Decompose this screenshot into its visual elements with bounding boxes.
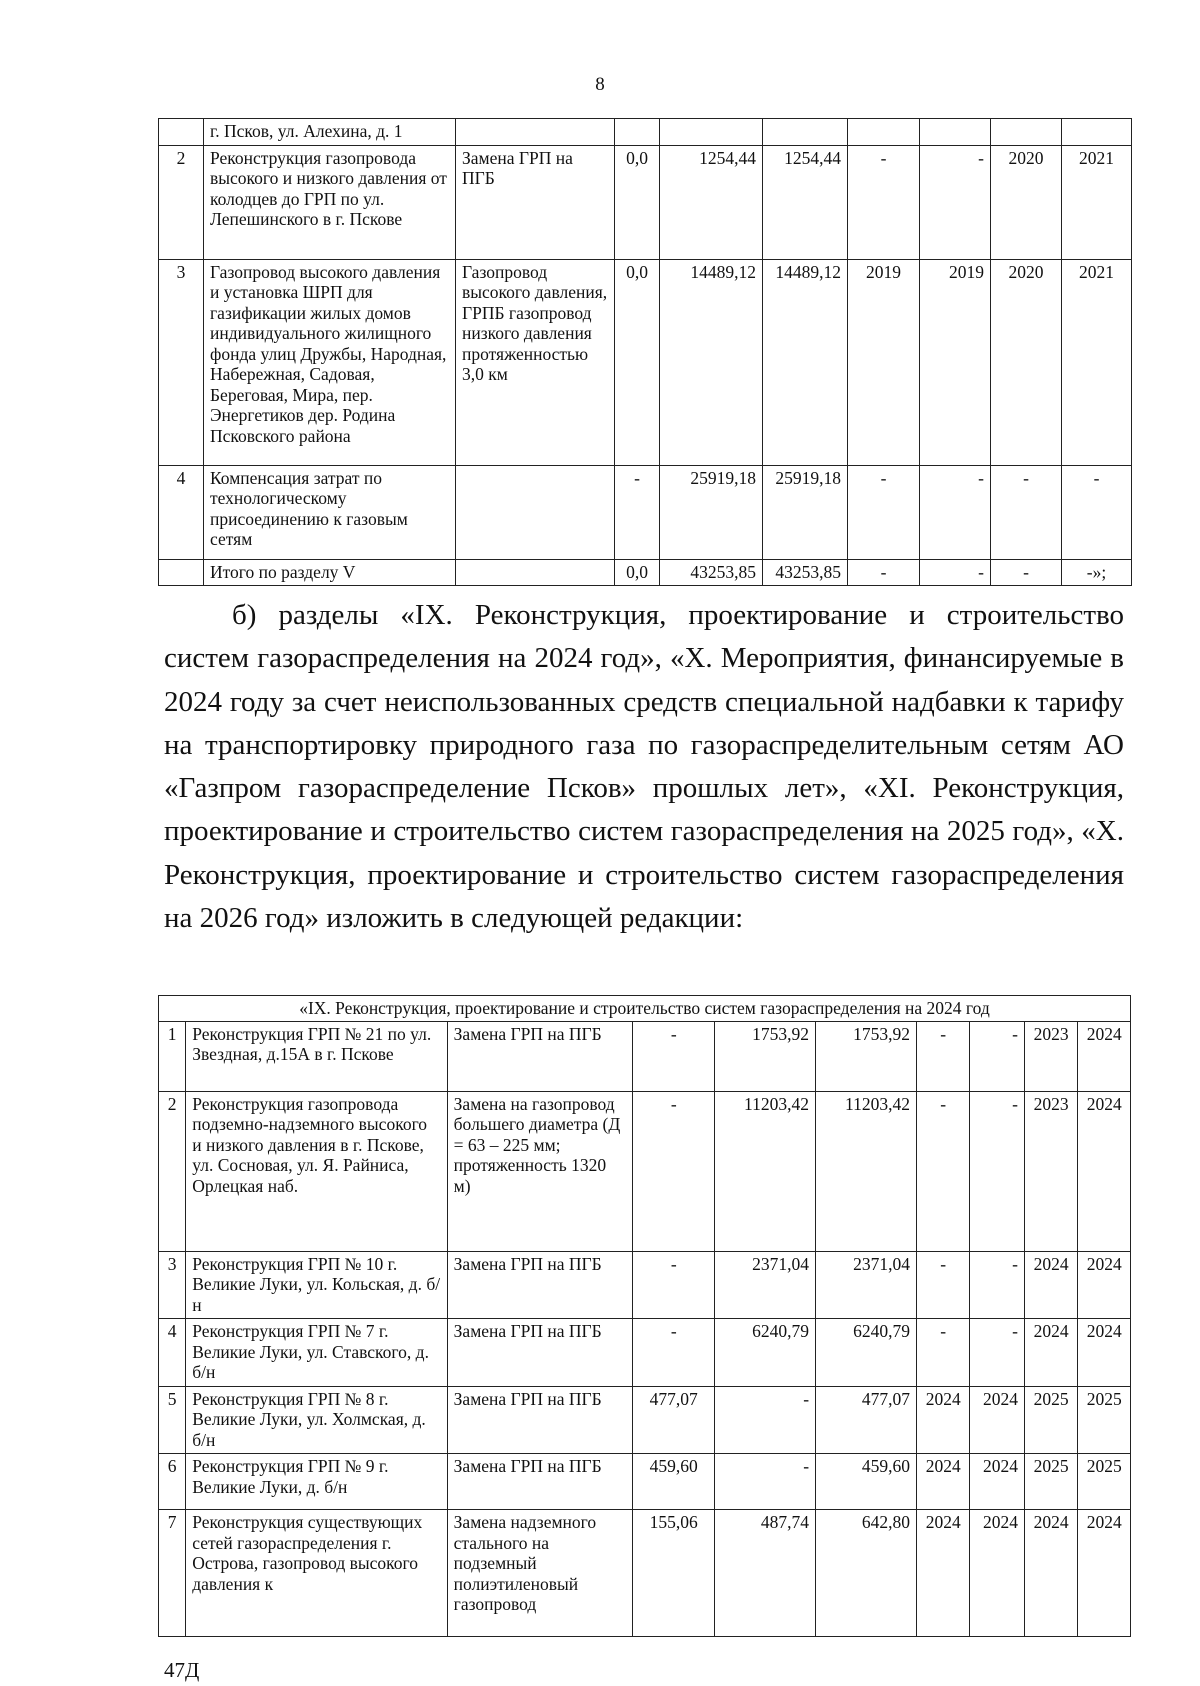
table-cell-object: Итого по разделу V <box>204 559 456 586</box>
table-row <box>159 1386 1131 1454</box>
table-cell-c1: - <box>633 1021 715 1091</box>
table-cell-desc: Замена на газопровод большего диаметра (Д = 63 – 225 мм; протяженность 1320 м) <box>447 1091 633 1251</box>
table-cell-c5: 2024 <box>970 1510 1025 1637</box>
table-cell-c5: - <box>920 145 991 259</box>
table-row <box>159 1319 1131 1387</box>
table-cell-desc: Замена ГРП на ПГБ <box>447 1454 633 1510</box>
table-cell-num: 3 <box>159 1251 186 1319</box>
table-cell-desc <box>456 559 615 586</box>
table-cell-c1: 0,0 <box>615 259 660 465</box>
table-cell-c4 <box>848 119 920 146</box>
table-cell-c7: 2021 <box>1062 259 1132 465</box>
table-cell-c4: - <box>848 465 920 559</box>
table-cell-object: Реконструкция ГРП № 10 г. Великие Луки, ул. Кольская, д. б/н <box>186 1251 447 1319</box>
table2-body <box>159 1021 1131 1637</box>
page-number: 8 <box>595 74 605 95</box>
table-cell-num <box>159 559 204 586</box>
table-row <box>159 1251 1131 1319</box>
table-cell-c2: 43253,85 <box>660 559 763 586</box>
table-section-ix <box>158 995 1131 1637</box>
table-cell-num: 2 <box>159 145 204 259</box>
table-cell-num: 6 <box>159 1454 186 1510</box>
table-cell-c7: - <box>1062 465 1132 559</box>
table-cell-c1: 477,07 <box>633 1386 715 1454</box>
table-cell-c2: - <box>715 1454 816 1510</box>
table-section-v-continuation <box>158 118 1132 586</box>
table-cell-c2: 487,74 <box>715 1510 816 1637</box>
table-cell-c1: 155,06 <box>633 1510 715 1637</box>
table-cell-c3: 1254,44 <box>763 145 848 259</box>
table-cell-c3: 642,80 <box>816 1510 917 1637</box>
table-cell-object: Реконструкция газопровода высокого и низкого давления от колодцев до ГРП по ул. Лепешинского в г. Пскове <box>204 145 456 259</box>
table-cell-num: 2 <box>159 1091 186 1251</box>
table-cell-desc <box>456 465 615 559</box>
table-cell-desc: Замена ГРП на ПГБ <box>447 1319 633 1387</box>
table-cell-num: 5 <box>159 1386 186 1454</box>
table1-body <box>159 119 1132 586</box>
table-cell-c5: 2019 <box>920 259 991 465</box>
table-cell-num: 1 <box>159 1021 186 1091</box>
table-cell-c7: 2024 <box>1078 1319 1131 1387</box>
table-cell-c4: 2019 <box>848 259 920 465</box>
table-cell-c6: 2023 <box>1024 1021 1077 1091</box>
table-cell-c6: 2024 <box>1024 1319 1077 1387</box>
table-cell-c6: 2024 <box>1024 1251 1077 1319</box>
table-cell-c3: 477,07 <box>816 1386 917 1454</box>
table-cell-c2: 1254,44 <box>660 145 763 259</box>
table-cell-c2: 25919,18 <box>660 465 763 559</box>
table-cell-c1: - <box>633 1091 715 1251</box>
table-cell-c2: 2371,04 <box>715 1251 816 1319</box>
table2-section-header-row <box>159 996 1131 1022</box>
table-cell-object: Реконструкция ГРП № 8 г. Великие Луки, ул. Холмская, д. б/н <box>186 1386 447 1454</box>
table-cell-object: Компенсация затрат по технологическому присоединению к газовым сетям <box>204 465 456 559</box>
table-cell-num: 7 <box>159 1510 186 1637</box>
table-cell-c7: 2025 <box>1078 1454 1131 1510</box>
table-row <box>159 1454 1131 1510</box>
table-cell-desc: Замена ГРП на ПГБ <box>447 1251 633 1319</box>
table-cell-c3: 43253,85 <box>763 559 848 586</box>
table-cell-c6: - <box>991 559 1062 586</box>
table-cell-c4: 2024 <box>916 1386 969 1454</box>
table-cell-c3: 459,60 <box>816 1454 917 1510</box>
table-cell-c6: 2025 <box>1024 1454 1077 1510</box>
table-cell-c3: 2371,04 <box>816 1251 917 1319</box>
table-row <box>159 1021 1131 1091</box>
table-cell-c7: 2024 <box>1078 1251 1131 1319</box>
table-row <box>159 1510 1131 1637</box>
table-cell-c5: - <box>970 1021 1025 1091</box>
table-cell-num: 4 <box>159 1319 186 1387</box>
table-cell-c3: 14489,12 <box>763 259 848 465</box>
table-cell-c3: 6240,79 <box>816 1319 917 1387</box>
table-cell-c2: 11203,42 <box>715 1091 816 1251</box>
table-cell-object: Реконструкция ГРП № 21 по ул. Звездная, д.15А в г. Пскове <box>186 1021 447 1091</box>
table-row <box>159 145 1132 259</box>
table-cell-c3: 1753,92 <box>816 1021 917 1091</box>
table-cell-c6: 2024 <box>1024 1510 1077 1637</box>
table-cell-c1: - <box>633 1319 715 1387</box>
table-cell-desc: Замена ГРП на ПГБ <box>447 1386 633 1454</box>
table-cell-c4: - <box>916 1319 969 1387</box>
table-cell-c4: - <box>916 1251 969 1319</box>
table-cell-num: 3 <box>159 259 204 465</box>
table-cell-c6: 2020 <box>991 145 1062 259</box>
table-cell-c1 <box>615 119 660 146</box>
table-cell-object: Реконструкция газопровода подземно-надземного высокого и низкого давления в г. Пскове, ул. Сосновая, ул. Я. Райниса, Орлецкая наб. <box>186 1091 447 1251</box>
table-cell-object: Реконструкция существующих сетей газораспределения г. Острова, газопровод высокого давления к <box>186 1510 447 1637</box>
table-cell-c7: 2021 <box>1062 145 1132 259</box>
table-cell-c4: 2024 <box>916 1454 969 1510</box>
table-cell-c6: 2020 <box>991 259 1062 465</box>
table-cell-desc: Замена ГРП на ПГБ <box>456 145 615 259</box>
table-cell-c3: 25919,18 <box>763 465 848 559</box>
table-cell-c7 <box>1062 119 1132 146</box>
amendment-paragraph: б) разделы «IX. Реконструкция, проектирование и строительство систем газораспределения на 2024 год», «X. Мероприятия, финансируемые в 2024 году за счет неиспользованных средств специальной надбавки к тарифу на транспортировку природного газа по газораспределительным сетям АО «Газпром газораспределение Псков» прошлых лет», «XI. Реконструкция, проектирование и строительство систем газораспределения на 2025 год», «X. Реконструкция, проектирование и строительство систем газораспределения на 2026 год» изложить в следующей редакции: <box>164 599 1124 935</box>
table-cell-c5: - <box>970 1319 1025 1387</box>
table-cell-c5: - <box>920 559 991 586</box>
table-row <box>159 259 1132 465</box>
table-cell-c7: -»; <box>1062 559 1132 586</box>
table-cell-desc <box>456 119 615 146</box>
table-row <box>159 559 1132 586</box>
table-cell-c4: - <box>848 559 920 586</box>
table-cell-num: 4 <box>159 465 204 559</box>
table-cell-desc: Газопровод высокого давления, ГРПБ газопровод низкого давления протяженностью 3,0 км <box>456 259 615 465</box>
table-cell-c1: - <box>633 1251 715 1319</box>
table-cell-c5: - <box>970 1091 1025 1251</box>
table-cell-c3 <box>763 119 848 146</box>
table-cell-object: г. Псков, ул. Алехина, д. 1 <box>204 119 456 146</box>
table-cell-c1: 0,0 <box>615 145 660 259</box>
section-title: «IX. Реконструкция, проектирование и строительство систем газораспределения на 2024 год <box>159 996 1131 1022</box>
table-cell-c6: 2023 <box>1024 1091 1077 1251</box>
table-cell-c7: 2025 <box>1078 1386 1131 1454</box>
table-cell-c1: - <box>615 465 660 559</box>
table-cell-object: Реконструкция ГРП № 7 г. Великие Луки, ул. Ставского, д. б/н <box>186 1319 447 1387</box>
table-cell-c2 <box>660 119 763 146</box>
table-cell-c7: 2024 <box>1078 1021 1131 1091</box>
table-cell-c4: - <box>848 145 920 259</box>
table-cell-c5: 2024 <box>970 1454 1025 1510</box>
table-cell-desc: Замена надземного стального на подземный полиэтиленовый газопровод <box>447 1510 633 1637</box>
table-cell-c2: 1753,92 <box>715 1021 816 1091</box>
table-cell-c3: 11203,42 <box>816 1091 917 1251</box>
footer-code: 47Д <box>164 1658 200 1682</box>
table-row <box>159 465 1132 559</box>
table-row <box>159 1091 1131 1251</box>
table-cell-c7: 2024 <box>1078 1091 1131 1251</box>
table-cell-num <box>159 119 204 146</box>
table-cell-c2: - <box>715 1386 816 1454</box>
table-cell-c5: - <box>970 1251 1025 1319</box>
table-cell-c1: 0,0 <box>615 559 660 586</box>
table-cell-c4: - <box>916 1091 969 1251</box>
table-cell-c5 <box>920 119 991 146</box>
table-cell-c1: 459,60 <box>633 1454 715 1510</box>
table-row <box>159 119 1132 146</box>
table-cell-c4: 2024 <box>916 1510 969 1637</box>
table-cell-c5: - <box>920 465 991 559</box>
table-cell-object: Реконструкция ГРП № 9 г. Великие Луки, д. б/н <box>186 1454 447 1510</box>
table-cell-c7: 2024 <box>1078 1510 1131 1637</box>
table-cell-c4: - <box>916 1021 969 1091</box>
table-cell-c5: 2024 <box>970 1386 1025 1454</box>
table-cell-c6 <box>991 119 1062 146</box>
table-cell-object: Газопровод высокого давления и установка ШРП для газификации жилых домов индивидуального жилищного фонда улиц Дружбы, Народная, Набережная, Садовая, Береговая, Мира, пер. Энергетиков дер. Родина Псковского района <box>204 259 456 465</box>
table-cell-c6: 2025 <box>1024 1386 1077 1454</box>
table-cell-desc: Замена ГРП на ПГБ <box>447 1021 633 1091</box>
table-cell-c6: - <box>991 465 1062 559</box>
table-cell-c2: 6240,79 <box>715 1319 816 1387</box>
table-cell-c2: 14489,12 <box>660 259 763 465</box>
